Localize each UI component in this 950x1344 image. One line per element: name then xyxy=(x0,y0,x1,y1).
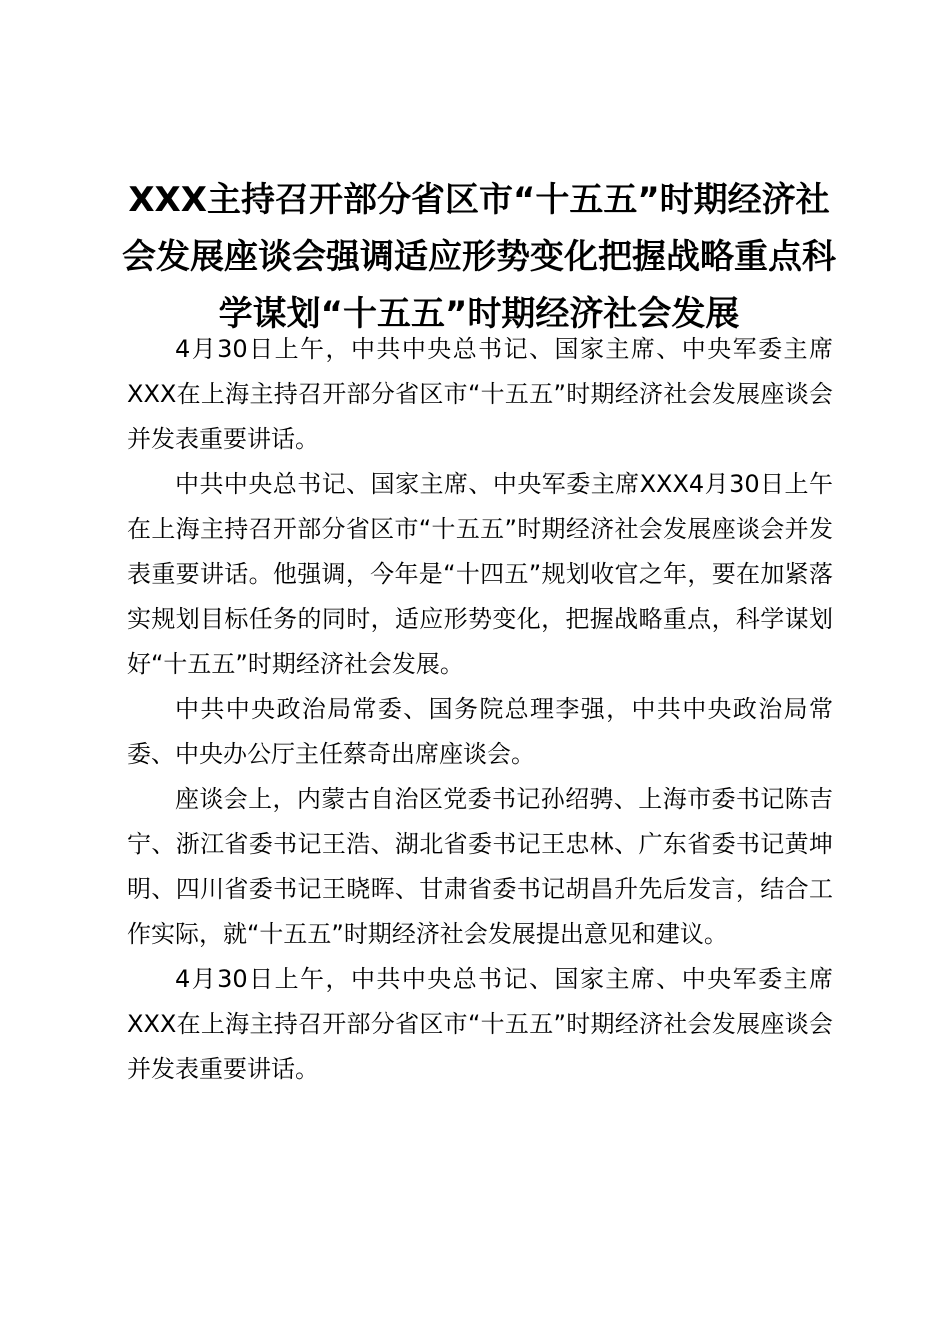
document-title: XXX主持召开部分省区市“十五五”时期经济社会发展座谈会强调适应形势变化把握战略重点科学谋划“十五五”时期经济社会发展 xyxy=(122,180,836,334)
paragraph: 中共中央政治局常委、国务院总理李强，中共中央政治局常委、中央办公厅主任蔡奇出席座谈会。 xyxy=(127,695,833,768)
paragraph: 4月30日上午，中共中央总书记、国家主席、中央军委主席XXX在上海主持召开部分省区市“十五五”时期经济社会发展座谈会并发表重要讲话。 xyxy=(127,335,833,453)
paragraph: 中共中央总书记、国家主席、中央军委主席XXX4月30日上午在上海主持召开部分省区市“十五五”时期经济社会发展座谈会并发表重要讲话。他强调，今年是“十四五”规划收官之年，要在加紧落实规划目标任务的同时，适应形势变化，把握战略重点，科学谋划好“十五五”时期经济社会发展。 xyxy=(127,470,833,678)
paragraph: 座谈会上，内蒙古自治区党委书记孙绍骋、上海市委书记陈吉宁、浙江省委书记王浩、湖北省委书记王忠林、广东省委书记黄坤明、四川省委书记王晓晖、甘肃省委书记胡昌升先后发言，结合工作实际，就“十五五”时期经济社会发展提出意见和建议。 xyxy=(127,785,833,948)
document-body xyxy=(127,327,833,1092)
paragraph: 4月30日上午，中共中央总书记、国家主席、中央军委主席XXX在上海主持召开部分省区市“十五五”时期经济社会发展座谈会并发表重要讲话。 xyxy=(127,965,833,1083)
